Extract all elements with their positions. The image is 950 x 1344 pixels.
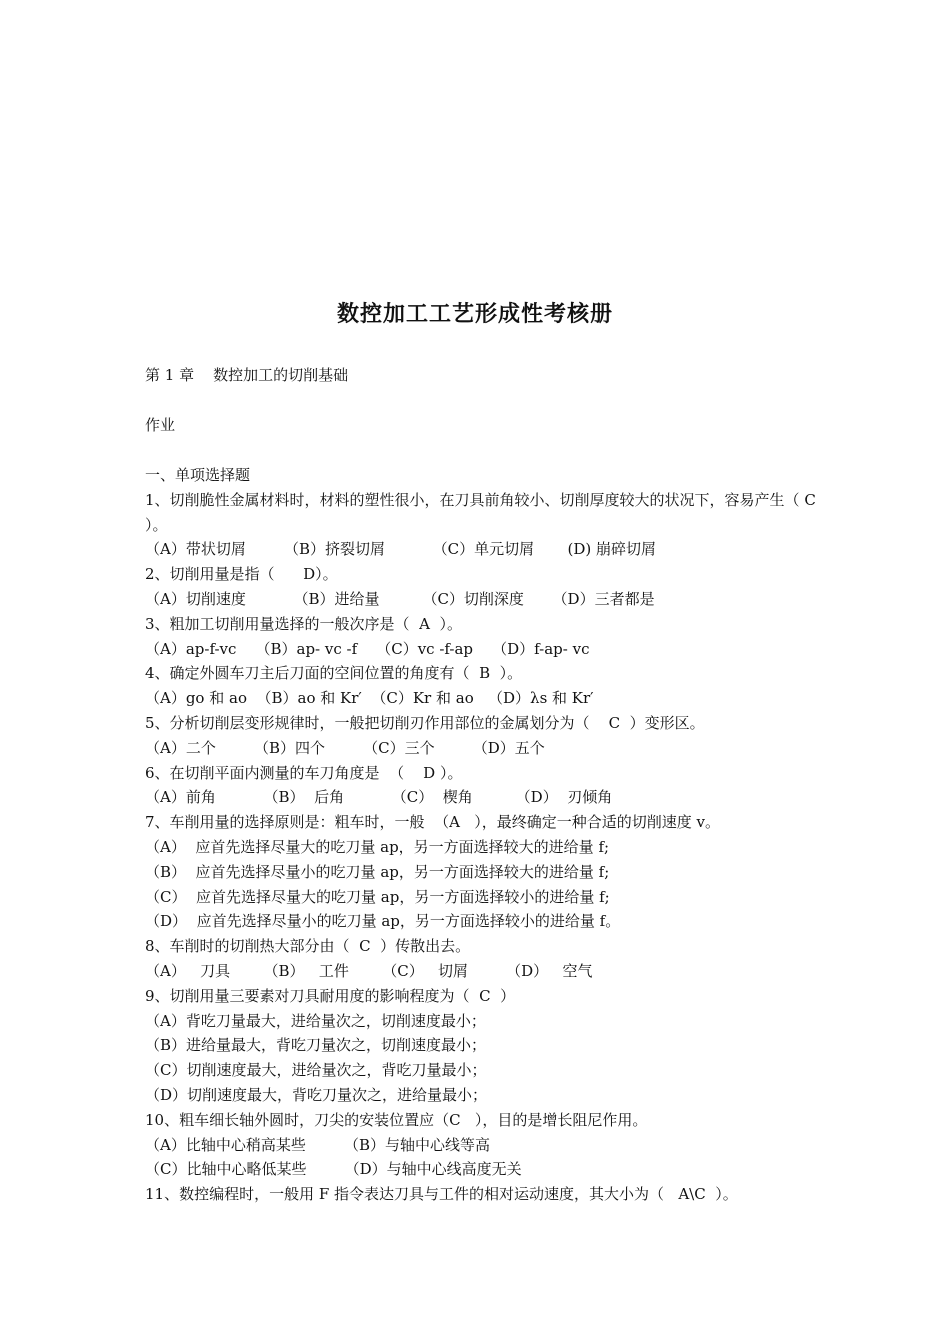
section-heading: 一、单项选择题 bbox=[145, 466, 251, 484]
question-text: 8、车削时的切削热大部分由（ C ）传散出去。 bbox=[145, 937, 471, 956]
answer-option: （D）切削速度最大，背吃刀量次之，进给量最小； bbox=[145, 1085, 488, 1104]
question-text: 4、确定外圆车刀主后刀面的空间位置的角度有（ B ）。 bbox=[145, 664, 523, 683]
answer-option: （A） 应首先选择尽量大的吃刀量 ap，另一方面选择较大的进给量 f; bbox=[145, 837, 610, 856]
answer-option: （B） 应首先选择尽量小的吃刀量 ap，另一方面选择较大的进给量 f; bbox=[145, 862, 610, 881]
question-text: 2、切削用量是指（ D）。 bbox=[145, 565, 338, 584]
answer-options: （A）go 和 ao （B）ao 和 Kr′ （C）Kr 和 ao （D）λs 和 Kr′ bbox=[145, 689, 594, 708]
question-list bbox=[145, 463, 825, 1207]
question-text: 3、粗加工切削用量选择的一般次序是（ A ）。 bbox=[145, 614, 462, 633]
chapter-heading: 第 1 章 数控加工的切削基础 bbox=[145, 366, 349, 384]
answer-options: （A）ap-f-vc （B）ap- vc -f （C）vc -f-ap （D）f-ap- vc bbox=[145, 639, 590, 658]
answer-option: （B）进给量最大，背吃刀量次之，切削速度最小； bbox=[145, 1036, 487, 1055]
question-text: 11、数控编程时，一般用 F 指令表达刀具与工件的相对运动速度，其大小为（ A\C ）。 bbox=[145, 1185, 738, 1204]
answer-options: （A）比轴中心稍高某些 （B）与轴中心线等高 bbox=[145, 1135, 491, 1154]
section-label: 作业 bbox=[145, 416, 176, 434]
question-text: 7、车削用量的选择原则是：粗车时，一般 （A ），最终确定一种合适的切削速度 v。 bbox=[145, 813, 720, 832]
answer-options: （A）二个 （B）四个 （C）三个 （D）五个 bbox=[145, 738, 545, 757]
answer-options: （A）带状切屑 （B）挤裂切屑 （C）单元切屑 (D) 崩碎切屑 bbox=[145, 540, 657, 559]
question-text: 9、切削用量三要素对刀具耐用度的影响程度为（ C ） bbox=[145, 986, 516, 1005]
answer-options: （A）前角 （B） 后角 （C） 楔角 （D） 刃倾角 bbox=[145, 788, 613, 807]
document-title: 数控加工工艺形成性考核册 bbox=[336, 301, 613, 327]
answer-option: （C）切削速度最大，进给量次之，背吃刀量最小； bbox=[145, 1061, 487, 1080]
question-text: 5、分析切削层变形规律时，一般把切削刃作用部位的金属划分为（ C ）变形区。 bbox=[145, 713, 705, 732]
answer-option: （D） 应首先选择尽量小的吃刀量 ap，另一方面选择较小的进给量 f。 bbox=[145, 912, 621, 931]
answer-option: （C） 应首先选择尽量大的吃刀量 ap，另一方面选择较小的进给量 f; bbox=[145, 887, 610, 906]
answer-options: （A）切削速度 （B）进给量 （C）切削深度 （D）三者都是 bbox=[145, 589, 655, 608]
question-text: 1、切削脆性金属材料时，材料的塑性很小，在刀具前角较小、切削厚度较大的状况下，容易产生（ C ）。 bbox=[145, 490, 816, 534]
answer-options: （C）比轴中心略低某些 （D）与轴中心线高度无关 bbox=[145, 1160, 522, 1179]
answer-option: （A）背吃刀量最大，进给量次之，切削速度最小； bbox=[145, 1011, 486, 1030]
question-text: 10、粗车细长轴外圆时，刀尖的安装位置应（C ），目的是增长阻尼作用。 bbox=[145, 1110, 648, 1129]
question-text: 6、在切削平面内测量的车刀角度是 （ D ）。 bbox=[145, 763, 463, 782]
answer-options: （A） 刀具 （B） 工件 （C） 切屑 （D） 空气 bbox=[145, 961, 593, 980]
